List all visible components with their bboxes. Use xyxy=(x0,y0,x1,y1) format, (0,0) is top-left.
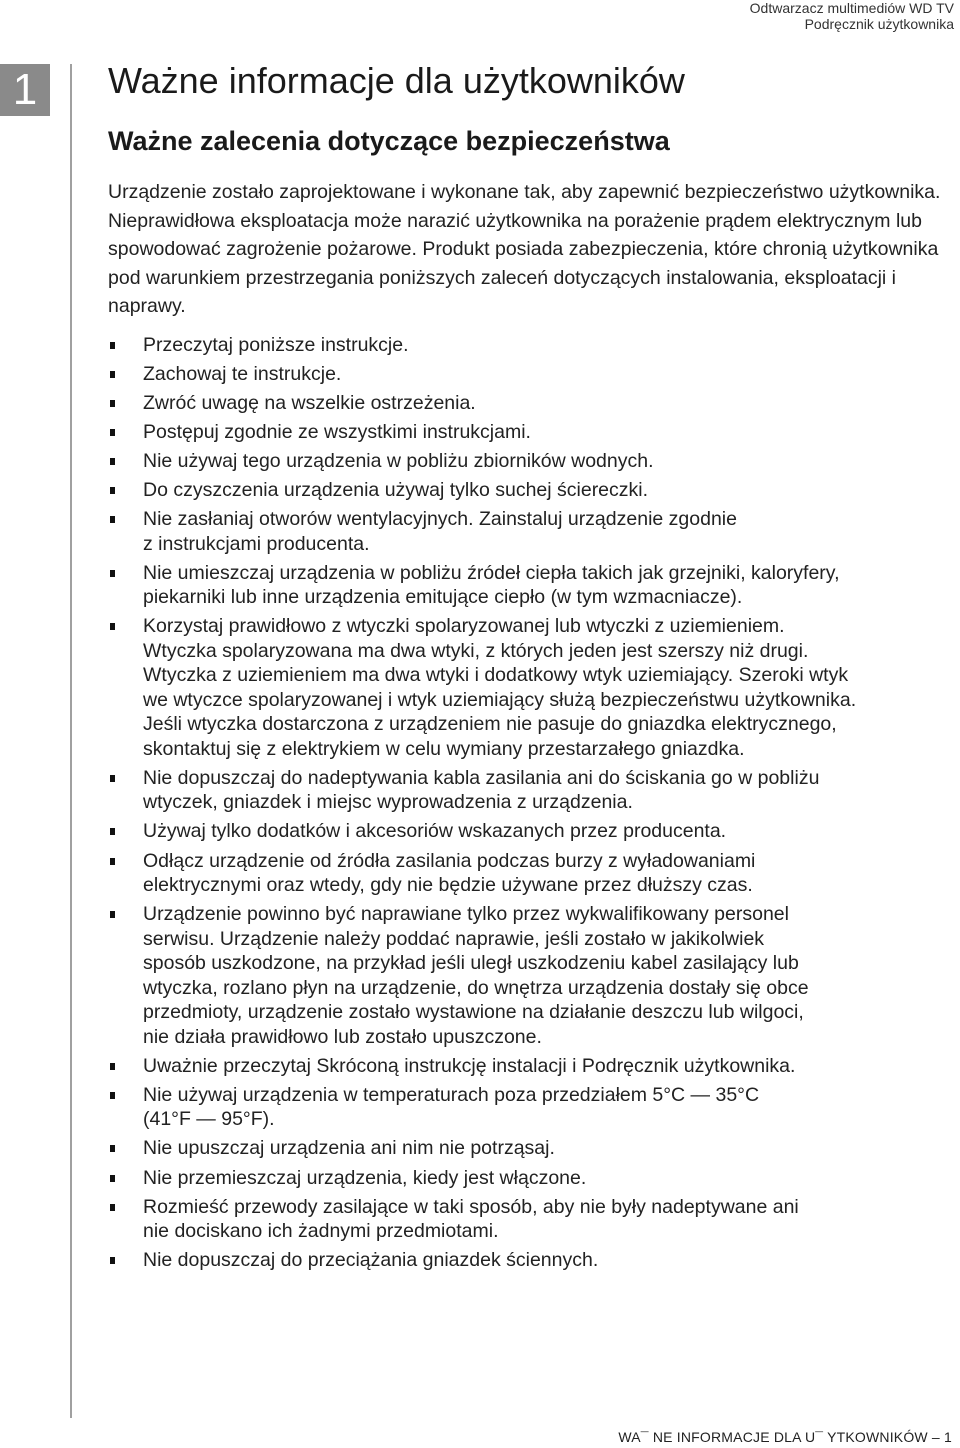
list-item xyxy=(108,507,948,556)
list-item-text: Nie dopuszczaj do nadeptywania kabla zasilania ani do ściskania go w pobliżu wtyczek, gniazdek i miejsc wyprowadzenia z urządzenia. xyxy=(143,766,820,814)
list-item-text: Używaj tylko dodatków i akcesoriów wskazanych przez producenta. xyxy=(143,820,727,843)
list-item xyxy=(108,902,948,1049)
list-item xyxy=(108,766,948,815)
list-item xyxy=(108,614,948,761)
list-item xyxy=(108,1136,948,1161)
list-item xyxy=(108,819,948,844)
list-item-text: Nie dopuszczaj do przeciążania gniazdek ściennych. xyxy=(143,1249,599,1272)
page-footer: WA¯ NE INFORMACJE DLA U¯ YTKOWNIKÓW – 1 xyxy=(618,1429,952,1445)
list-item-text: Rozmieść przewody zasilające w taki sposób, aby nie były nadeptywane ani nie dociskano ich żadnymi przedmiotami. xyxy=(143,1195,799,1243)
list-item xyxy=(108,362,948,387)
list-item xyxy=(108,420,948,445)
page-title: Ważne informacje dla użytkowników xyxy=(108,60,685,101)
running-header xyxy=(750,0,954,32)
list-item-text: Nie upuszczaj urządzenia ani nim nie potrząsaj. xyxy=(143,1137,555,1160)
list-item xyxy=(108,478,948,503)
margin-rule xyxy=(70,64,72,1418)
page-content xyxy=(108,58,948,1277)
header-product-name: Odtwarzacz multimediów WD TV xyxy=(749,0,954,16)
list-item-text: Odłącz urządzenie od źródła zasilania podczas burzy z wyładowaniami elektrycznymi oraz wtedy, gdy nie będzie używane przez dłuższy czas. xyxy=(143,849,756,897)
list-item-text: Nie używaj tego urządzenia w pobliżu zbiorników wodnych. xyxy=(143,449,654,472)
list-item-text: Nie przemieszczaj urządzenia, kiedy jest włączone. xyxy=(143,1166,587,1189)
list-item xyxy=(108,849,948,898)
list-item-text: Zachowaj te instrukcje. xyxy=(143,362,342,385)
list-item xyxy=(108,391,948,416)
list-item xyxy=(108,449,948,474)
list-item-text: Przeczytaj poniższe instrukcje. xyxy=(143,333,409,356)
chapter-number-tab: 1 xyxy=(0,64,50,116)
list-item-text: Zwróć uwagę na wszelkie ostrzeżenia. xyxy=(143,391,476,414)
list-item-text: Postępuj zgodnie ze wszystkimi instrukcjami. xyxy=(143,420,531,443)
list-item xyxy=(108,333,948,358)
list-item-text: Nie zasłaniaj otworów wentylacyjnych. Zainstaluj urządzenie zgodnie z instrukcjami producenta. xyxy=(143,508,737,555)
list-item xyxy=(108,561,948,610)
intro-paragraph: Urządzenie zostało zaprojektowane i wykonane tak, aby zapewnić bezpieczeństwo użytkownika. Nieprawidłowa eksploatacja może narazić użytkownika na porażenie prądem elektrycznym lub spowodować zagrożenie pożarowe. Produkt posiada zabezpieczenia, które chronią użytkownika pod warunkiem przestrzegania poniższych zaleceń dotyczących instalowania, eksploatacji i naprawy. xyxy=(108,181,941,317)
list-item-text: Urządzenie powinno być naprawiane tylko przez wykwalifikowany personel serwisu. Urządzenie należy poddać naprawie, jeśli zostało w jakikolwiek sposób uszkodzone, na przykład jeśli uległ uszkodzeniu kabel zasilający lub wtyczka, rozlano płyn na urządzenie, do wnętrza urządzenia dostały się obce przedmioty, urządzenie zostało wystawione na działanie deszczu lub wilgoci, nie działa prawidłowo lub zostało upuszczone. xyxy=(143,903,809,1048)
list-item xyxy=(108,1083,948,1132)
safety-rules-list xyxy=(108,333,948,1273)
list-item xyxy=(108,1195,948,1244)
header-manual-name: Podręcznik użytkownika xyxy=(804,16,954,32)
list-item-text: Korzystaj prawidłowo z wtyczki spolaryzowanej lub wtyczki z uziemieniem. Wtyczka spolaryzowana ma dwa wtyki, z których jeden jest szerszy niż drugi. Wtyczka z uziemieniem ma dwa wtyki i dodatkowy wtyk uziemiający. Szeroki wtyk we wtyczce spolaryzowanej i wtyk uziemiający służą bezpieczeństwu użytkownika. Jeśli wtyczka dostarczona z urządzeniem nie pasuje do gniazdka elektrycznego, skontaktuj się z elektrykiem w celu wymiany przestarzałego gniazdka. xyxy=(143,615,857,760)
list-item xyxy=(108,1248,948,1273)
list-item xyxy=(108,1054,948,1079)
section-title: Ważne zalecenia dotyczące bezpieczeństwa xyxy=(108,126,670,156)
list-item-text: Nie używaj urządzenia w temperaturach poza przedziałem 5°C — 35°C (41°F — 95°F). xyxy=(143,1083,760,1131)
list-item-text: Nie umieszczaj urządzenia w pobliżu źródeł ciepła takich jak grzejniki, kaloryfery, piekarniki lub inne urządzenia emitujące ciepło (w tym wzmacniacze). xyxy=(143,561,840,609)
list-item-text: Uważnie przeczytaj Skróconą instrukcję instalacji i Podręcznik użytkownika. xyxy=(143,1054,796,1077)
list-item xyxy=(108,1166,948,1191)
list-item-text: Do czyszczenia urządzenia używaj tylko suchej ściereczki. xyxy=(143,478,649,501)
